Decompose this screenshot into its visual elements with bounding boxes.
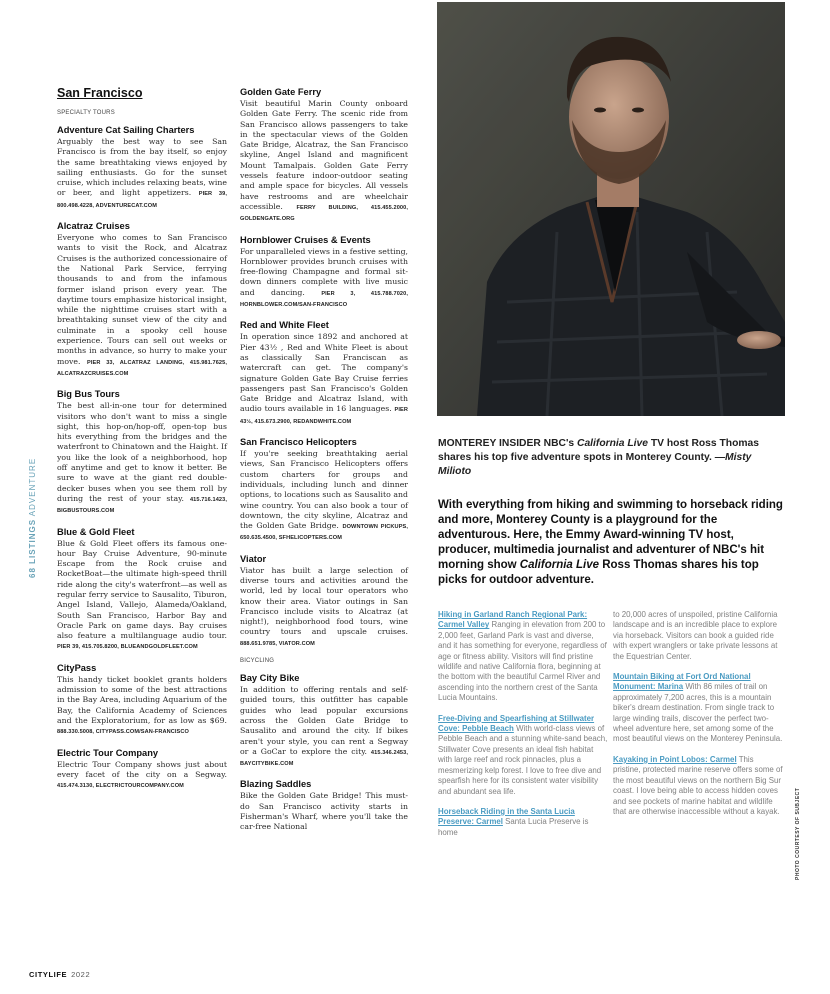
listing-title: Alcatraz Cruises — [57, 221, 130, 232]
spot-body: Santa Lucia Preserve is home — [438, 817, 589, 837]
listing-info: PIER 43½, 415.673.2900, REDANDWHITE.COM — [240, 407, 408, 425]
listing-info: FERRY BUILDING, 415.455.2000, GOLDENGATE.ORG — [240, 204, 408, 223]
spot-body: This pristine, protected marine reserve offers some of the most beautiful views on the northern Big Sur coast. I love being able to access hidden coves and see pockets of marine habitat and wildlife that are otherwise inaccessible without a kayak. — [613, 754, 783, 816]
listing-body: Arguably the best way to see San Francisco is from the bay itself, so enjoy the same breathtaking views enjoyed by sailing enthusiasts. Go for the sunset cruise, which includes relaxing beats, wine or beer, and light appetizers. — [57, 137, 227, 198]
listing-title: San Francisco Helicopters — [240, 437, 357, 448]
listing-body: Blue & Gold Fleet offers its famous one-hour Bay Cruise Adventure, 90-minute Escape from the Rock cruise and RocketBoat—the ultimate high-speed thrill ride along the city's waterfront—as well as regular ferry service to Sausalito, Tiburon, Angel Island, Vallejo, Alameda/Oakland, South San Francisco, Harbor Bay and Oracle Park on game days. Bay cruises also feature a multilanguage audio tour. — [57, 538, 227, 641]
spot-title[interactable]: Free-Diving and Spearfishing at Stillwater Cove: Pebble Beach — [438, 713, 595, 734]
spot-entry — [438, 807, 608, 838]
listing-title: Electric Tour Company — [57, 747, 159, 758]
category-label: BICYCLING — [240, 658, 275, 665]
listing-body: If you're seeking breathtaking aerial views, San Francisco Helicopters offers custom charters for groups and individuals, including lunch and dinner options, to locations such as Sausalito and wine country. You can also book a tour of downtown, the city skyline, Alcatraz and the Golden Gate Bridge. — [240, 449, 408, 531]
listing-entry — [240, 319, 408, 427]
listing-title: Golden Gate Ferry — [240, 87, 322, 97]
section-label: LISTINGS — [28, 518, 37, 564]
portrait-photo — [437, 2, 785, 416]
listing-body: In operation since 1892 and anchored at Pier 43½ , Red and White Fleet is about as classically San Franciscan as watercraft can get. The company's signature Golden Gate Bay Cruise ferries passengers past San Francisco's Golden Gate Bridge and Alcatraz Island, with audio tours available in 16 languages. — [240, 332, 408, 414]
spot-body: to 20,000 acres of unspoiled, pristine California landscape and is an incredible place to explore via horseback. Visitors can book a guided ride with expert wranglers or take private lessons at the Equestrian Center. — [613, 610, 778, 661]
intro-text-2: Ross Thomas shares his top picks for outdoor adventure. — [438, 559, 759, 586]
listing-info: DOWNTOWN PICKUPS, 650.635.4500, SFHELICOPTERS.COM — [240, 524, 409, 542]
side-running-label — [28, 458, 37, 578]
listing-title: Blue & Gold Fleet — [57, 526, 135, 537]
listing-info: PIER 33, ALCATRAZ LANDING, 415.981.7625, ALCATRAZCRUISES.COM — [57, 359, 227, 377]
listing-body: In addition to offering rentals and self-guided tours, this outfitter has capable guides who lead popular excursions across the Golden Gate Bridge to Sausalito and around the city. If bikes aren't your style, you can rent a Segway or a GoCar to explore the city. — [240, 685, 408, 756]
listing-info: 415.716.1423, BIGBUSTOURS.COM — [57, 496, 228, 515]
spot-entry — [613, 672, 783, 745]
listing-body: Viator has built a large selection of diverse tours and activities around the world, led by local tour operators who know their area. Viator outings in San Francisco include visits to Alcatraz (at night!), neighborhood food tours, wine country tours and upscale cruises. — [240, 565, 408, 637]
insider-text: NBC's — [540, 438, 578, 449]
spot-body: With 86 miles of trail on approximately 7,200 acres, this is a mountain biker's dream destination. From single track to large winding trails, discover the perfect two-wheel adventure here, set among some of the most beautiful views on the Monterey Peninsula. — [613, 682, 783, 744]
listing-entry — [57, 124, 227, 211]
listing-title: CityPass — [57, 662, 97, 673]
spot-body: Ranging in elevation from 200 to 2,000 feet, Garland Park is vast and diverse, and it has something for everyone, regardless of age or fitness ability. Visitors will find pristine wildlife and native California flora, beginning at the bottom with the beautiful Carmel River and ascending into the northern crest of the Santa Lucia Mountains. — [438, 620, 607, 703]
footer-brand: CITYLIFE — [29, 970, 68, 979]
listing-title: Viator — [240, 553, 267, 564]
listing-info: 888.330.5008, CITYPASS.COM/SAN-FRANCISCO — [57, 729, 189, 736]
listing-title: Blazing Saddles — [240, 779, 312, 790]
listing-info: PIER 39, 415.705.8200, BLUEANDGOLDFLEET.COM — [57, 644, 198, 651]
listing-entry — [240, 86, 408, 225]
intro-text: With everything from hiking and swimming to horseback riding and more, Monterey County is a playground for the adventurous. Here, the Emmy Award-winning TV host, producer, multimedia journalist and adventurer of NBC's hit morning show — [438, 499, 783, 571]
insider-byline: —Misty Milioto — [438, 452, 752, 477]
topic-label: ADVENTURE — [28, 457, 37, 517]
section-heading: San Francisco — [57, 86, 143, 100]
listings-column-left — [57, 86, 227, 800]
listing-body: For unparalleled views in a festive setting, Hornblower provides brunch cruises with free-flowing Champagne and formal sit-down dinners complete with live music and dancing. — [240, 246, 408, 297]
listing-entry — [240, 778, 408, 832]
listing-entry — [57, 220, 227, 379]
listing-entry — [57, 747, 227, 792]
listing-body: Visit beautiful Marin County onboard Golden Gate Ferry. The scenic ride from San Francisco allows passengers to take in the spectacular views of the Golden Gate Bridge, Alcatraz, the San Francisco skyline, Angel Island and magnificent Mount Tamalpais. Golden Gate Ferry vessels feature indoor-outdoor seating and ample space for bicycles. All vessels have restrooms and are wheelchair accessible. — [240, 99, 408, 211]
listing-entry — [240, 436, 408, 544]
spots-column-left — [438, 610, 608, 848]
listing-title: Adventure Cat Sailing Charters — [57, 125, 195, 135]
intro-paragraph — [438, 498, 783, 588]
listings-column-middle — [240, 86, 408, 842]
listing-body: Everyone who comes to San Francisco wants to visit the Rock, and Alcatraz Cruises is the authorized concessionaire of the National Park Service, ferrying thousands to and from the infamous former island prison every year. The daytime tours emphasize historical insight, while the nighttime cruises start with a breathtaking sunset view of the city and culminate in a spooky cell house experience. Tours can sell out weeks or months in advance, so hurry to make your move. — [57, 233, 227, 366]
spot-body: With world-class views of Pebble Beach and a stunning white-sand beach, Stillwater Cove presents an ideal fish habitat with large reef and rock pinnacles, plus a mesmerizing kelp forest. I love to free dive and spearfish here for its consistent water visibility and abundant sea life. — [438, 724, 608, 796]
listing-info: 888.651.9785, VIATOR.COM — [240, 640, 315, 647]
listing-info: 415.474.3130, ELECTRICTOURCOMPANY.COM — [57, 783, 184, 790]
spot-entry — [613, 610, 783, 662]
listing-entry — [240, 672, 408, 769]
listing-body: Electric Tour Company shows just about every facet of the city on a Segway. — [57, 759, 227, 779]
insider-blurb — [438, 437, 768, 479]
category-label: SPECIALTY TOURS — [57, 110, 115, 116]
listing-title: Big Bus Tours — [57, 389, 120, 400]
spot-entry — [613, 755, 783, 817]
spot-title[interactable]: Horseback Riding in the Santa Lucia Preserve: Carmel — [438, 806, 575, 827]
spot-title[interactable]: Kayaking in Point Lobos: Carmel — [613, 754, 737, 764]
portrait-illustration — [437, 2, 785, 416]
spots-column-right — [613, 610, 783, 827]
listing-title: Red and White Fleet — [240, 320, 329, 331]
spot-title[interactable]: Hiking in Garland Ranch Regional Park: Carmel Valley — [438, 610, 588, 630]
listing-entry — [240, 553, 408, 649]
listing-title: Hornblower Cruises & Events — [240, 234, 371, 245]
listing-entry — [57, 662, 227, 738]
insider-text-2: TV host Ross Thomas shares his top five adventure spots in Monterey County. — [438, 438, 759, 463]
listing-entry — [57, 388, 227, 516]
listing-body: This handy ticket booklet grants holders admission to some of the best attractions in the Bay Area, including Aquarium of the Bay, the California Academy of Sciences and the Exploratorium, for as low as $69. — [57, 674, 227, 725]
footer-year: 2022 — [71, 970, 91, 979]
listing-info: PIER 39, 800.498.4228, ADVENTURECAT.COM — [57, 191, 228, 209]
spot-entry — [438, 714, 608, 797]
listing-entry — [240, 234, 408, 311]
listing-entry — [57, 526, 227, 653]
insider-lead: MONTEREY INSIDER — [438, 438, 541, 449]
page-number: 68 — [28, 567, 37, 578]
photo-credit: PHOTO COURTESY OF SUBJECT — [795, 787, 801, 880]
listing-body: Bike the Golden Gate Bridge! This must-do San Francisco activity starts in Fisherman's Wharf, where you'll take the car-free National — [240, 791, 408, 832]
spot-entry — [438, 610, 608, 704]
listing-body: The best all-in-one tour for determined visitors who don't want to miss a single sight, this hop-on/hop-off, open-top bus hits everything from the bridges and the waterfront to Chinatown and the Haight. If you like the look of a neighborhood, hop off anytime and get to know it better. Be sure to wave at the giant red double-decker buses when you see them roll by during the rest of your stay. — [57, 401, 227, 503]
listing-title: Bay City Bike — [240, 673, 300, 684]
spot-title[interactable]: Mountain Biking at Fort Ord National Monument: Marina — [613, 672, 751, 692]
page-footer — [29, 970, 90, 979]
intro-show: California Live — [519, 559, 600, 571]
insider-show: California Live — [577, 438, 648, 449]
listing-info: PIER 3, 415.788.7020, HORNBLOWER.COM/SAN-FRANCISCO — [240, 290, 408, 309]
listing-info: 415.346.2453, BAYCITYBIKE.COM — [240, 749, 408, 768]
